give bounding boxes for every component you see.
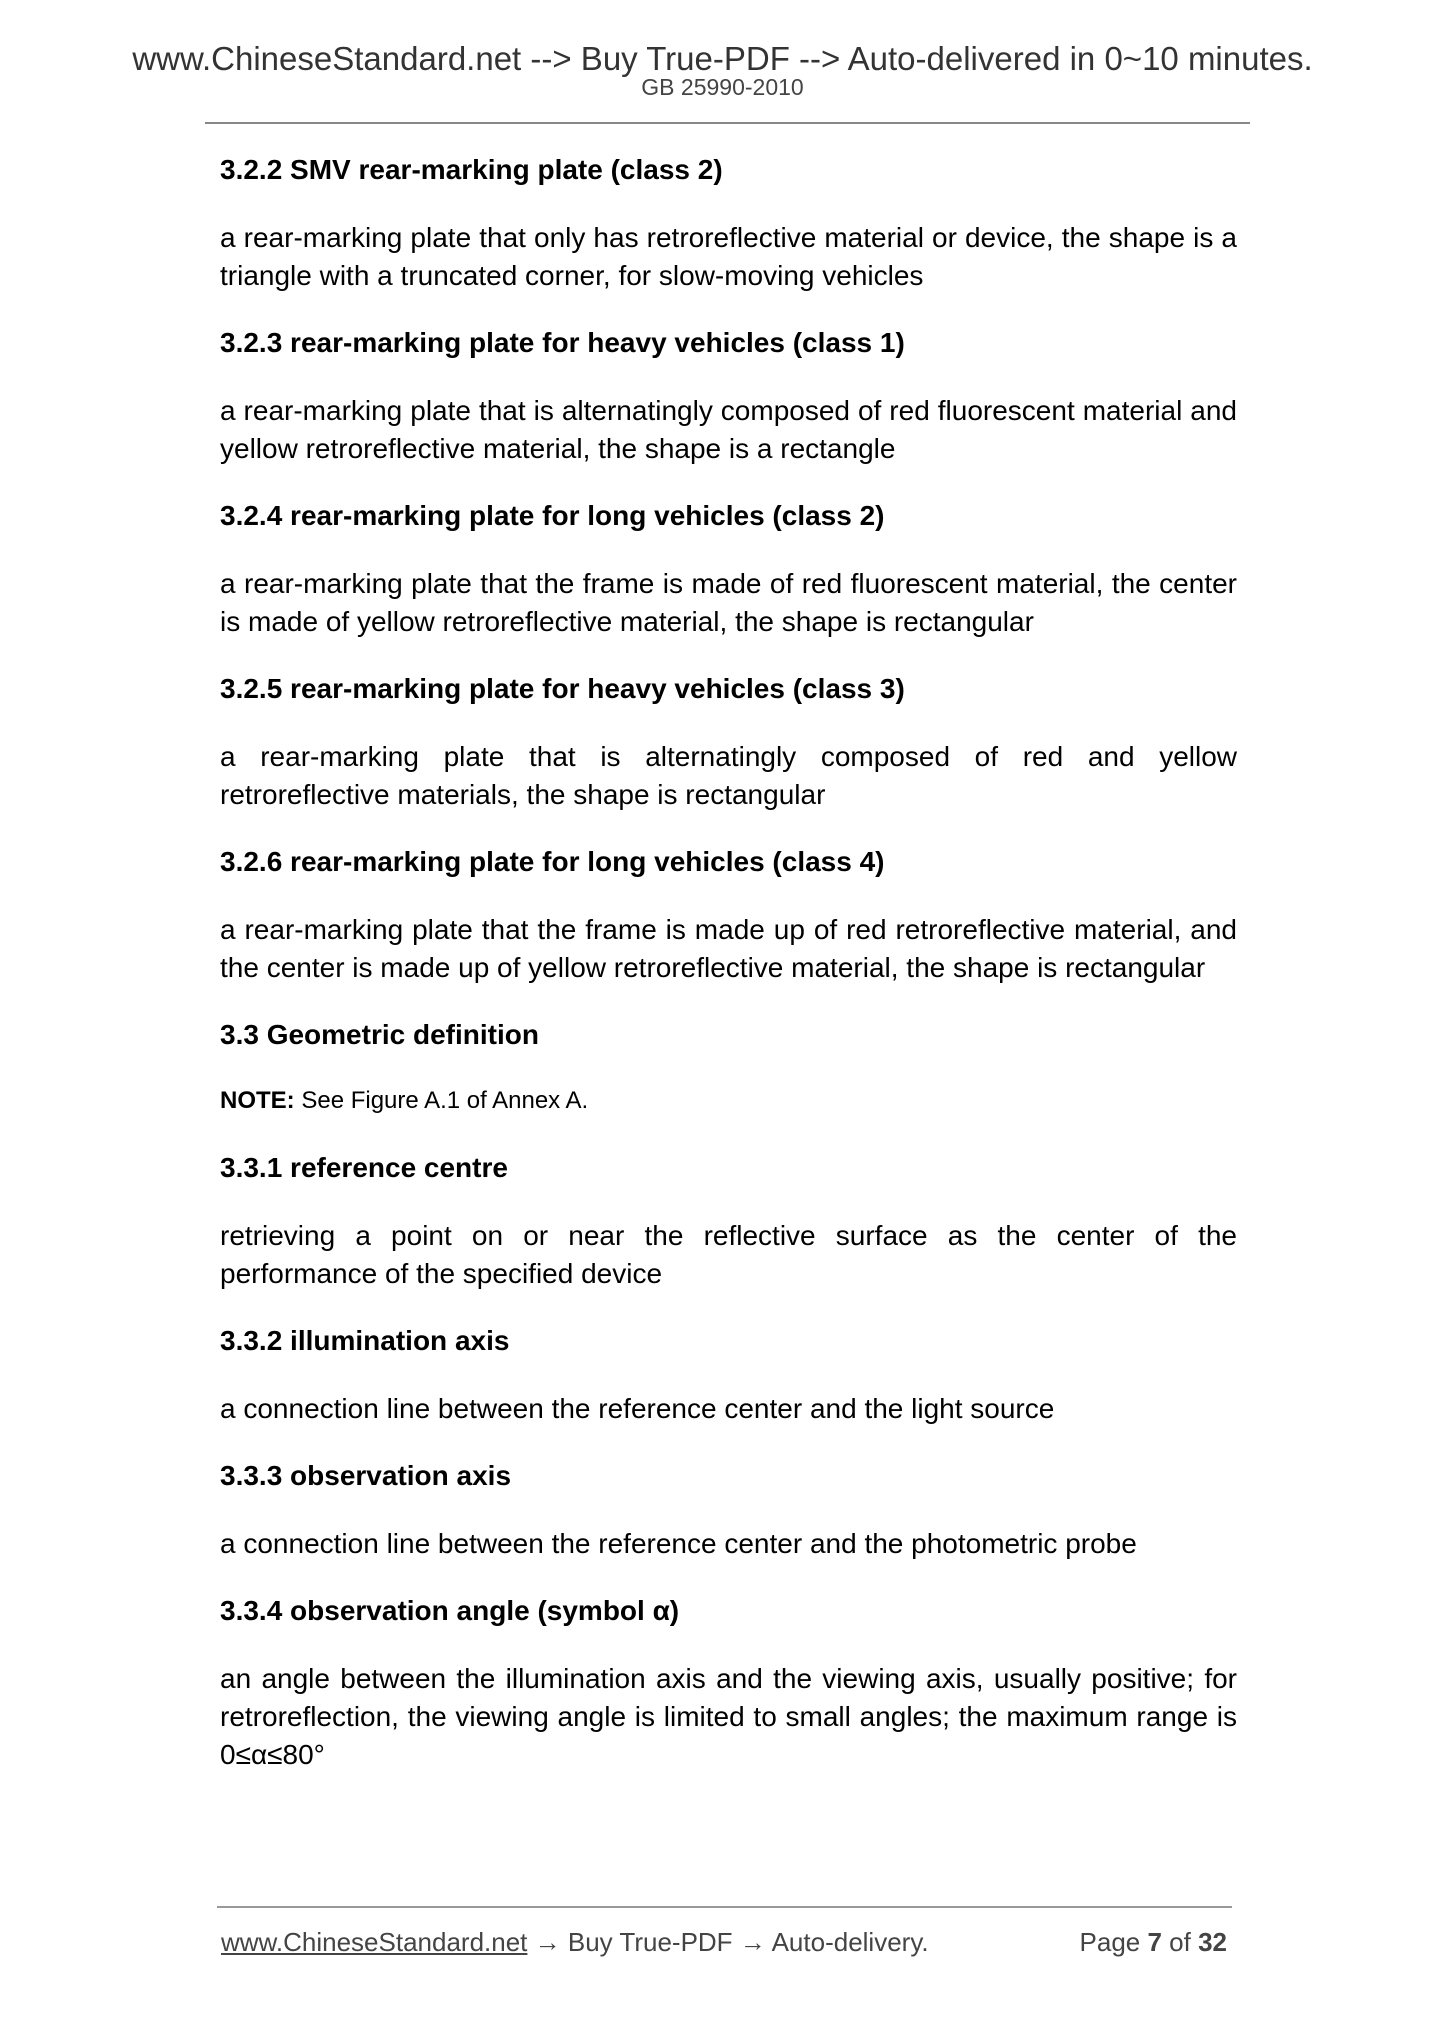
document-id: GB 25990-2010 — [641, 74, 804, 100]
footer-delivery-text: Auto-delivery. — [771, 1927, 929, 1957]
note-text: See Figure A.1 of Annex A. — [294, 1087, 589, 1114]
of-label: of — [1161, 1927, 1199, 1957]
section-heading-3-3: 3.3 Geometric definition — [220, 1019, 539, 1050]
section-heading-3-2-5: 3.2.5 rear-marking plate for heavy vehicles (class 3) — [220, 673, 905, 704]
arrow-right-icon: → — [732, 1927, 772, 1957]
footer-buy-text: Buy True-PDF — [567, 1927, 733, 1957]
arrow-right-icon: → — [527, 1927, 568, 1957]
note — [220, 1084, 1237, 1118]
header-divider — [205, 122, 1250, 124]
section-heading-3-3-1: 3.3.1 reference centre — [220, 1152, 508, 1183]
footer-divider — [217, 1906, 1232, 1908]
page-label: Page — [1079, 1927, 1148, 1957]
section-text-3-3-4: an angle between the illumination axis and the viewing axis, usually positive; for retroreflection, the viewing angle is limited to small angles; the maximum range is 0≤α≤80° — [220, 1663, 1237, 1770]
footer-links — [221, 1926, 929, 1958]
section-heading-3-3-4: 3.3.4 observation angle (symbol α) — [220, 1595, 680, 1626]
page-content — [220, 152, 1237, 1804]
section-heading-3-2-6: 3.2.6 rear-marking plate for long vehicles (class 4) — [220, 846, 885, 877]
section-text-3-3-1: retrieving a point on or near the reflective surface as the center of the performance of the specified device — [220, 1220, 1237, 1289]
section-heading-3-2-3: 3.2.3 rear-marking plate for heavy vehicles (class 1) — [220, 327, 905, 358]
section-text-3-2-5: a rear-marking plate that is alternatingly composed of red and yellow retroreflective materials, the shape is rectangular — [220, 741, 1237, 810]
section-heading-3-3-3: 3.3.3 observation axis — [220, 1460, 512, 1491]
section-text-3-3-3: a connection line between the reference center and the photometric probe — [220, 1528, 1137, 1559]
footer-site-link[interactable]: www.ChineseStandard.net — [221, 1927, 528, 1957]
section-text-3-2-2: a rear-marking plate that only has retroreflective material or device, the shape is a triangle with a truncated corner, for slow-moving vehicles — [220, 222, 1237, 291]
section-text-3-3-2: a connection line between the reference center and the light source — [220, 1393, 1055, 1424]
section-text-3-2-4: a rear-marking plate that the frame is made of red fluorescent material, the center is made of yellow retroreflective material, the shape is rectangular — [220, 568, 1237, 637]
page-indicator — [1080, 1926, 1227, 1958]
section-text-3-2-6: a rear-marking plate that the frame is made up of red retroreflective material, and the center is made up of yellow retroreflective material, the shape is rectangular — [220, 914, 1237, 983]
site-banner[interactable]: www.ChineseStandard.net --> Buy True-PDF --> Auto-delivered in 0~10 minutes. — [132, 40, 1313, 77]
section-heading-3-2-2: 3.2.2 SMV rear-marking plate (class 2) — [220, 154, 723, 185]
page-number: 7 — [1147, 1927, 1162, 1957]
section-text-3-2-3: a rear-marking plate that is alternatingly composed of red fluorescent material and yellow retroreflective material, the shape is a rectangle — [220, 395, 1237, 464]
note-label: NOTE: — [220, 1087, 295, 1114]
section-heading-3-3-2: 3.3.2 illumination axis — [220, 1325, 510, 1356]
page-total: 32 — [1198, 1927, 1227, 1957]
section-heading-3-2-4: 3.2.4 rear-marking plate for long vehicles (class 2) — [220, 500, 885, 531]
